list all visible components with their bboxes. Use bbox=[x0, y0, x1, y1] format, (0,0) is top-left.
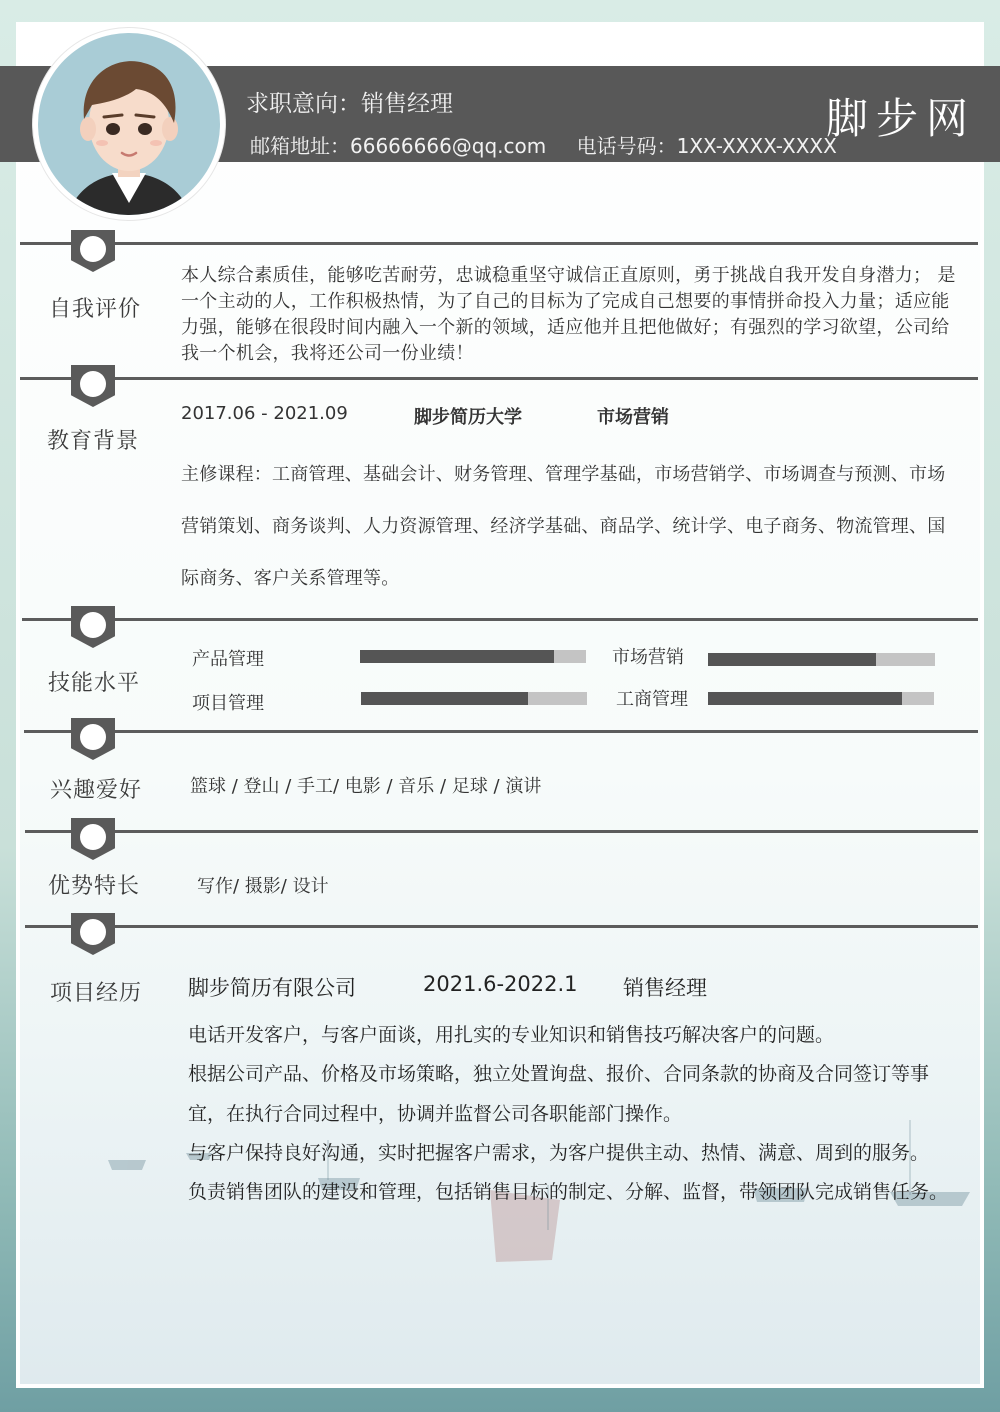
skill-name: 产品管理 bbox=[192, 649, 264, 670]
skill-bar-fill bbox=[708, 692, 902, 705]
section-title-hobbies: 兴趣爱好 bbox=[50, 778, 143, 803]
contact-line bbox=[250, 130, 861, 159]
section-title-education: 教育背景 bbox=[47, 429, 140, 454]
section-divider bbox=[22, 618, 978, 621]
skill-bar bbox=[708, 653, 935, 666]
skill-bar bbox=[361, 692, 587, 705]
email-text: 邮箱地址：66666666@qq.com bbox=[250, 134, 547, 158]
section-title-self-eval: 自我评价 bbox=[49, 297, 142, 322]
edu-period: 2017.06 - 2021.09 bbox=[181, 403, 348, 424]
self-eval-text: 本人综合素质佳，能够吃苦耐劳，忠诚稳重坚守诚信正直原则，勇于挑战自我开发自身潜力； 是一个主动的人，工作积极热情，为了自己的目标为了完成自己想要的事情拼命投入力量；适应能力强，能够在很段时间内融入一个新的领域，适应他并且把他做好；有强烈的学习欲望，公司给我一个机会，我将还公司一份业绩！ bbox=[181, 265, 956, 364]
skill-bar bbox=[360, 650, 586, 663]
edu-courses-text: 主修课程：工商管理、基础会计、财务管理、管理学基础，市场营销学、市场调查与预测、市场营销策划、商务谈判、人力资源管理、经济学基础、商品学、统计学、电子商务、物流管理、国际商务、客户关系管理等。 bbox=[181, 464, 946, 589]
skill-bar bbox=[708, 692, 934, 705]
phone-text: 电话号码：1XX-XXXX-XXXX bbox=[576, 134, 837, 158]
project-role: 销售经理 bbox=[623, 976, 707, 1000]
section-title-skills: 技能水平 bbox=[48, 671, 141, 696]
project-duties bbox=[188, 1016, 953, 1212]
section-divider bbox=[25, 830, 978, 833]
job-intent: 求职意向：销售经理 bbox=[246, 91, 453, 117]
skill-name: 市场营销 bbox=[612, 647, 684, 668]
edu-major: 市场营销 bbox=[597, 407, 669, 428]
brand-logo-text: 脚步网 bbox=[826, 94, 977, 143]
duty-item: 根据公司产品、价格及市场策略，独立处置询盘、报价、合同条款的协商及合同签订等事宜，在执行合同过程中，协调并监督公司各职能部门操作。 bbox=[188, 1063, 930, 1125]
skill-bar-fill bbox=[708, 653, 876, 666]
skill-name: 项目管理 bbox=[192, 693, 264, 714]
section-divider bbox=[24, 730, 978, 733]
section-divider bbox=[25, 925, 978, 928]
skill-name: 工商管理 bbox=[616, 689, 688, 710]
duty-item: 电话开发客户，与客户面谈，用扎实的专业知识和销售技巧解决客户的问题。 bbox=[188, 1024, 835, 1046]
project-period: 2021.6-2022.1 bbox=[423, 972, 578, 996]
section-title-projects: 项目经历 bbox=[50, 981, 143, 1006]
strengths-text: 写作/ 摄影/ 设计 bbox=[197, 876, 329, 897]
duty-item: 与客户保持良好沟通，实时把握客户需求，为客户提供主动、热情、满意、周到的服务。 bbox=[188, 1141, 930, 1164]
avatar bbox=[38, 33, 220, 215]
section-divider bbox=[20, 377, 978, 380]
section-title-strengths: 优势特长 bbox=[48, 874, 141, 899]
section-divider bbox=[20, 242, 978, 245]
edu-school: 脚步简历大学 bbox=[414, 407, 522, 428]
project-company: 脚步简历有限公司 bbox=[188, 976, 356, 1000]
skill-bar-fill bbox=[361, 692, 528, 705]
duty-item: 负责销售团队的建设和管理，包括销售目标的制定、分解、监督，带领团队完成销售任务。 bbox=[188, 1181, 949, 1204]
hobbies-text: 篮球 / 登山 / 手工/ 电影 / 音乐 / 足球 / 演讲 bbox=[190, 776, 542, 797]
skill-bar-fill bbox=[360, 650, 554, 663]
